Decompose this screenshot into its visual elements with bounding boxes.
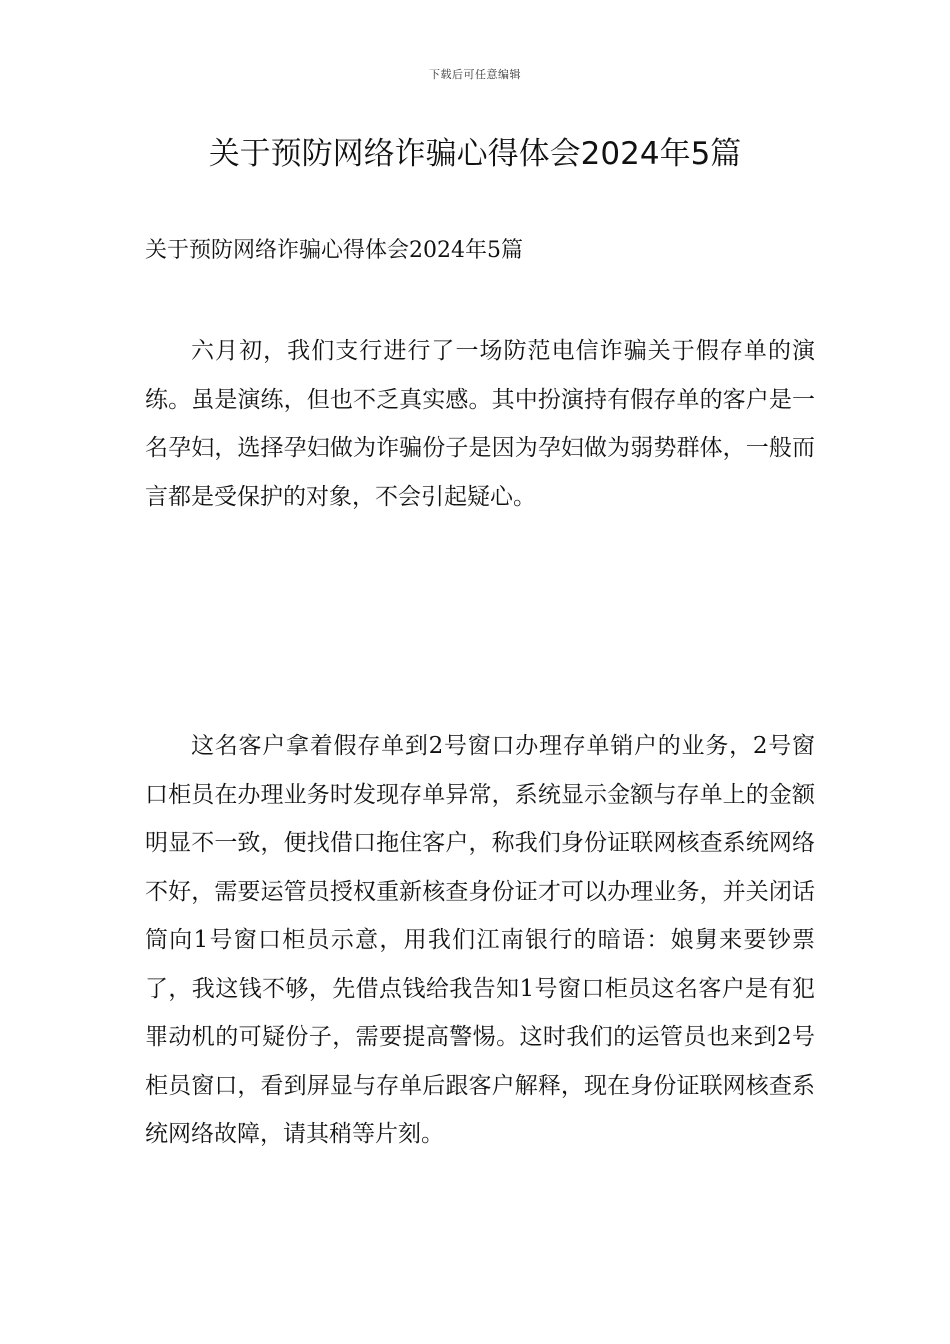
paragraph-2: 这名客户拿着假存单到2号窗口办理存单销户的业务，2号窗口柜员在办理业务时发现存单异常，系统显示金额与存单上的金额明显不一致，便找借口拖住客户，称我们身份证联网核查系统网络不好，需要运管员授权重新核查身份证才可以办理业务，并关闭话筒向1号窗口柜员示意，用我们江南银行的暗语：娘舅来要钞票了，我这钱不够，先借点钱给我告知1号窗口柜员这名客户是有犯罪动机的可疑份子，需要提高警惕。这时我们的运管员也来到2号柜员窗口，看到屏显与存单后跟客户解释，现在身份证联网核查系统网络故障，请其稍等片刻。: [145, 733, 815, 1147]
document-title: 关于预防网络诈骗心得体会2024年5篇: [208, 136, 742, 172]
paragraph-1: 六月初，我们支行进行了一场防范电信诈骗关于假存单的演练。虽是演练，但也不乏真实感。其中扮演持有假存单的客户是一名孕妇，选择孕妇做为诈骗份子是因为孕妇做为弱势群体，一般而言都是受保护的对象，不会引起疑心。: [145, 338, 815, 510]
document-subtitle: 关于预防网络诈骗心得体会2024年5篇: [145, 238, 523, 263]
header-note: 下载后可任意编辑: [429, 68, 521, 81]
